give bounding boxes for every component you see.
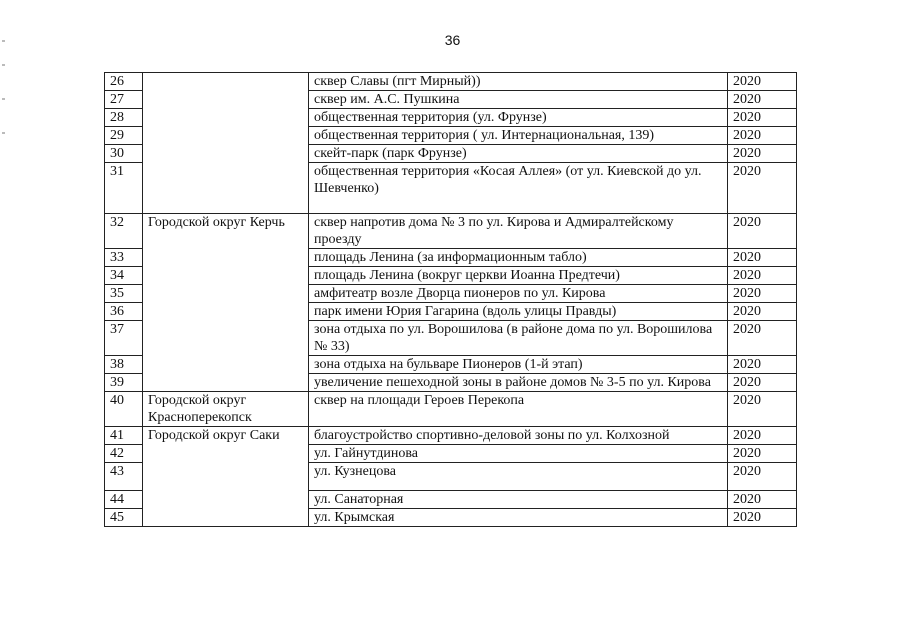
table-row <box>105 214 797 249</box>
year-cell: 2020 <box>728 374 797 392</box>
table-row <box>105 73 797 91</box>
row-number: 44 <box>105 491 143 509</box>
object-name: сквер на площади Героев Перекопа <box>309 392 728 427</box>
row-number: 36 <box>105 303 143 321</box>
row-number: 42 <box>105 445 143 463</box>
improvement-objects-table <box>104 72 797 527</box>
object-name: ул. Гайнутдинова <box>309 445 728 463</box>
year-cell: 2020 <box>728 392 797 427</box>
year-cell: 2020 <box>728 73 797 91</box>
row-number: 32 <box>105 214 143 249</box>
year-cell: 2020 <box>728 91 797 109</box>
object-name: площадь Ленина (за информационным табло) <box>309 249 728 267</box>
object-name: ул. Крымская <box>309 509 728 527</box>
year-cell: 2020 <box>728 445 797 463</box>
object-name: ул. Санаторная <box>309 491 728 509</box>
object-name: зона отдыха на бульваре Пионеров (1-й этап) <box>309 356 728 374</box>
object-name: площадь Ленина (вокруг церкви Иоанна Предтечи) <box>309 267 728 285</box>
year-cell: 2020 <box>728 163 797 214</box>
object-name: зона отдыха по ул. Ворошилова (в районе дома по ул. Ворошилова № 33) <box>309 321 728 356</box>
year-cell: 2020 <box>728 127 797 145</box>
row-number: 43 <box>105 463 143 491</box>
object-name: увеличение пешеходной зоны в районе домов № 3-5 по ул. Кирова <box>309 374 728 392</box>
row-number: 34 <box>105 267 143 285</box>
object-name: сквер напротив дома № 3 по ул. Кирова и Адмиралтейскому проезду <box>309 214 728 249</box>
district-cell: Городской округ Красноперекопск <box>143 392 309 427</box>
year-cell: 2020 <box>728 463 797 491</box>
year-cell: 2020 <box>728 321 797 356</box>
year-cell: 2020 <box>728 356 797 374</box>
year-cell: 2020 <box>728 267 797 285</box>
table-row <box>105 427 797 445</box>
row-number: 26 <box>105 73 143 91</box>
row-number: 27 <box>105 91 143 109</box>
row-number: 33 <box>105 249 143 267</box>
year-cell: 2020 <box>728 145 797 163</box>
object-name: парк имени Юрия Гагарина (вдоль улицы Правды) <box>309 303 728 321</box>
row-number: 35 <box>105 285 143 303</box>
object-name: сквер Славы (пгт Мирный)) <box>309 73 728 91</box>
district-cell <box>143 73 309 214</box>
year-cell: 2020 <box>728 303 797 321</box>
object-name: общественная территория ( ул. Интернациональная, 139) <box>309 127 728 145</box>
row-number: 39 <box>105 374 143 392</box>
year-cell: 2020 <box>728 427 797 445</box>
object-name: благоустройство спортивно-деловой зоны по ул. Колхозной <box>309 427 728 445</box>
district-cell: Городской округ Керчь <box>143 214 309 392</box>
row-number: 41 <box>105 427 143 445</box>
year-cell: 2020 <box>728 491 797 509</box>
district-cell: Городской округ Саки <box>143 427 309 527</box>
year-cell: 2020 <box>728 109 797 127</box>
object-name: общественная территория (ул. Фрунзе) <box>309 109 728 127</box>
year-cell: 2020 <box>728 509 797 527</box>
table-row <box>105 392 797 427</box>
object-name: амфитеатр возле Дворца пионеров по ул. Кирова <box>309 285 728 303</box>
object-name: сквер им. А.С. Пушкина <box>309 91 728 109</box>
row-number: 37 <box>105 321 143 356</box>
row-number: 45 <box>105 509 143 527</box>
object-name: ул. Кузнецова <box>309 463 728 491</box>
year-cell: 2020 <box>728 249 797 267</box>
row-number: 31 <box>105 163 143 214</box>
year-cell: 2020 <box>728 285 797 303</box>
row-number: 29 <box>105 127 143 145</box>
object-name: общественная территория «Косая Аллея» (от ул. Киевской до ул. Шевченко) <box>309 163 728 214</box>
object-name: скейт-парк (парк Фрунзе) <box>309 145 728 163</box>
page-number: 36 <box>444 32 461 48</box>
row-number: 38 <box>105 356 143 374</box>
year-cell: 2020 <box>728 214 797 249</box>
row-number: 28 <box>105 109 143 127</box>
row-number: 40 <box>105 392 143 427</box>
scan-edge-marks <box>2 40 8 160</box>
row-number: 30 <box>105 145 143 163</box>
